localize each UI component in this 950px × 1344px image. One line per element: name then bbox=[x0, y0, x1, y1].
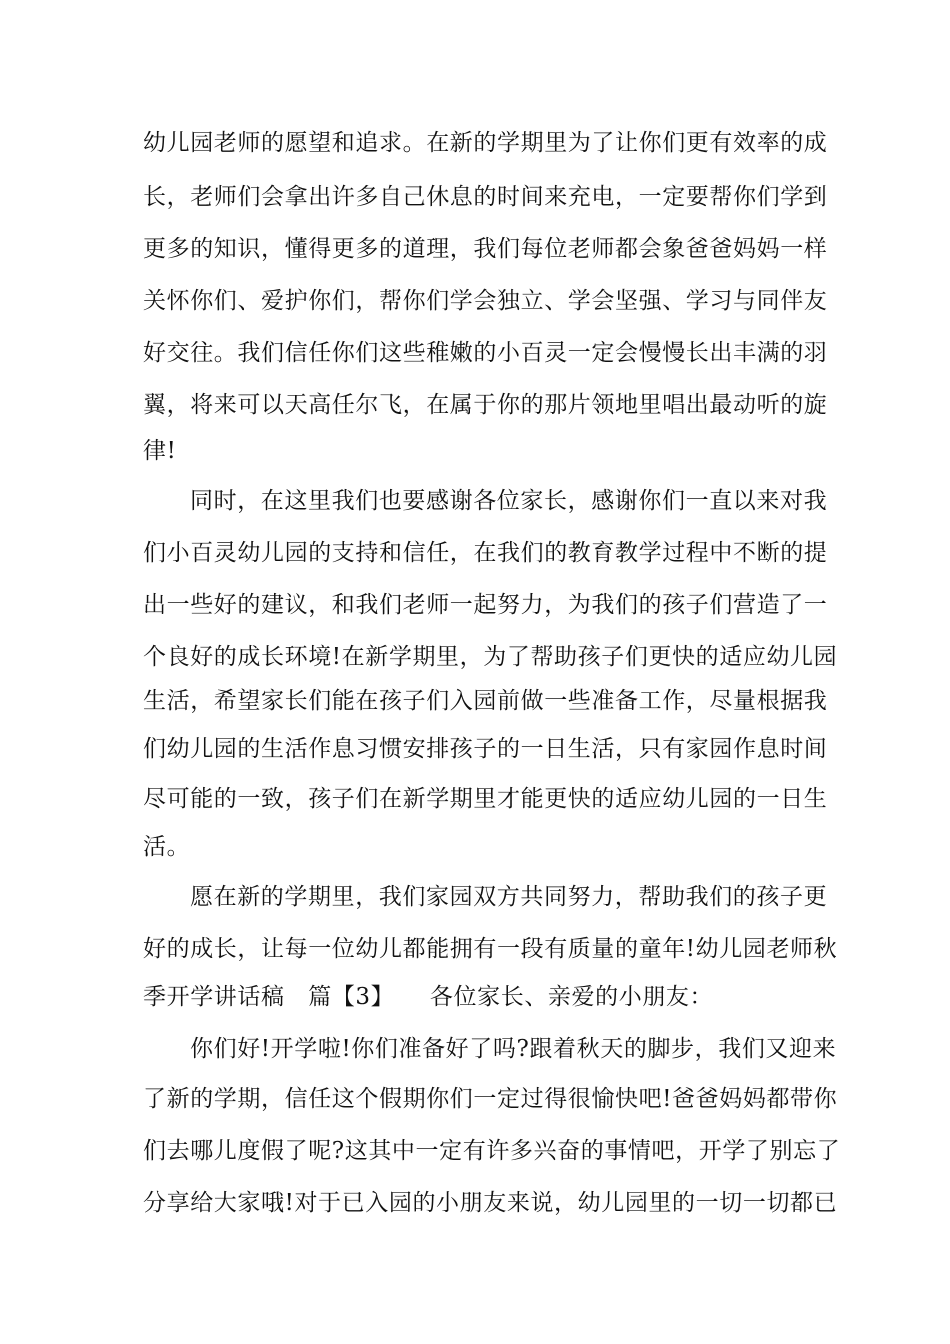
text-line: 长，老师们会拿出许多自己休息的时间来充电，一定要帮你们学到 bbox=[143, 184, 828, 210]
paragraph-first-line: 愿在新的学期里，我们家园双方共同努力，帮助我们的孩子更 bbox=[190, 884, 828, 910]
paragraph-first-line: 同时，在这里我们也要感谢各位家长，感谢你们一直以来对我 bbox=[190, 488, 828, 514]
text-line: 们幼儿园的生活作息习惯安排孩子的一日生活，只有家园作息时间 bbox=[143, 736, 828, 762]
text-line: 律! bbox=[143, 438, 177, 464]
text-line: 好交往。我们信任你们这些稚嫩的小百灵一定会慢慢长出丰满的羽 bbox=[143, 340, 828, 366]
text-line: 了新的学期，信任这个假期你们一定过得很愉快吧!爸爸妈妈都带你 bbox=[143, 1086, 838, 1112]
text-line: 出一些好的建议，和我们老师一起努力，为我们的孩子们营造了一 bbox=[143, 592, 828, 618]
text-line: 们去哪儿度假了呢?这其中一定有许多兴奋的事情吧，开学了别忘了 bbox=[143, 1138, 841, 1164]
text-line: 分享给大家哦!对于已入园的小朋友来说，幼儿园里的一切一切都已 bbox=[143, 1190, 838, 1216]
text-line: 关怀你们、爱护你们，帮你们学会独立、学会坚强、学习与同伴友 bbox=[143, 288, 828, 314]
text-line: 们小百灵幼儿园的支持和信任，在我们的教育教学过程中不断的提 bbox=[143, 540, 828, 566]
paragraph-first-line: 你们好!开学啦!你们准备好了吗?跟着秋天的脚步，我们又迎来 bbox=[190, 1036, 837, 1062]
text-line: 更多的知识，懂得更多的道理，我们每位老师都会象爸爸妈妈一样 bbox=[143, 236, 828, 262]
text-line: 尽可能的一致，孩子们在新学期里才能更快的适应幼儿园的一日生 bbox=[143, 786, 828, 812]
text-line: 个良好的成长环境!在新学期里，为了帮助孩子们更快的适应幼儿园 bbox=[143, 644, 838, 670]
text-line: 季开学讲话稿 篇【3】 各位家长、亲爱的小朋友： bbox=[143, 984, 714, 1010]
text-line: 好的成长，让每一位幼儿都能拥有一段有质量的童年!幼儿园老师秋 bbox=[143, 936, 838, 962]
text-line: 幼儿园老师的愿望和追求。在新的学期里为了让你们更有效率的成 bbox=[143, 130, 828, 156]
text-line: 生活，希望家长们能在孩子们入园前做一些准备工作，尽量根据我 bbox=[143, 688, 828, 714]
text-line: 活。 bbox=[143, 834, 191, 860]
text-line: 翼，将来可以天高任尔飞，在属于你的那片领地里唱出最动听的旋 bbox=[143, 392, 828, 418]
